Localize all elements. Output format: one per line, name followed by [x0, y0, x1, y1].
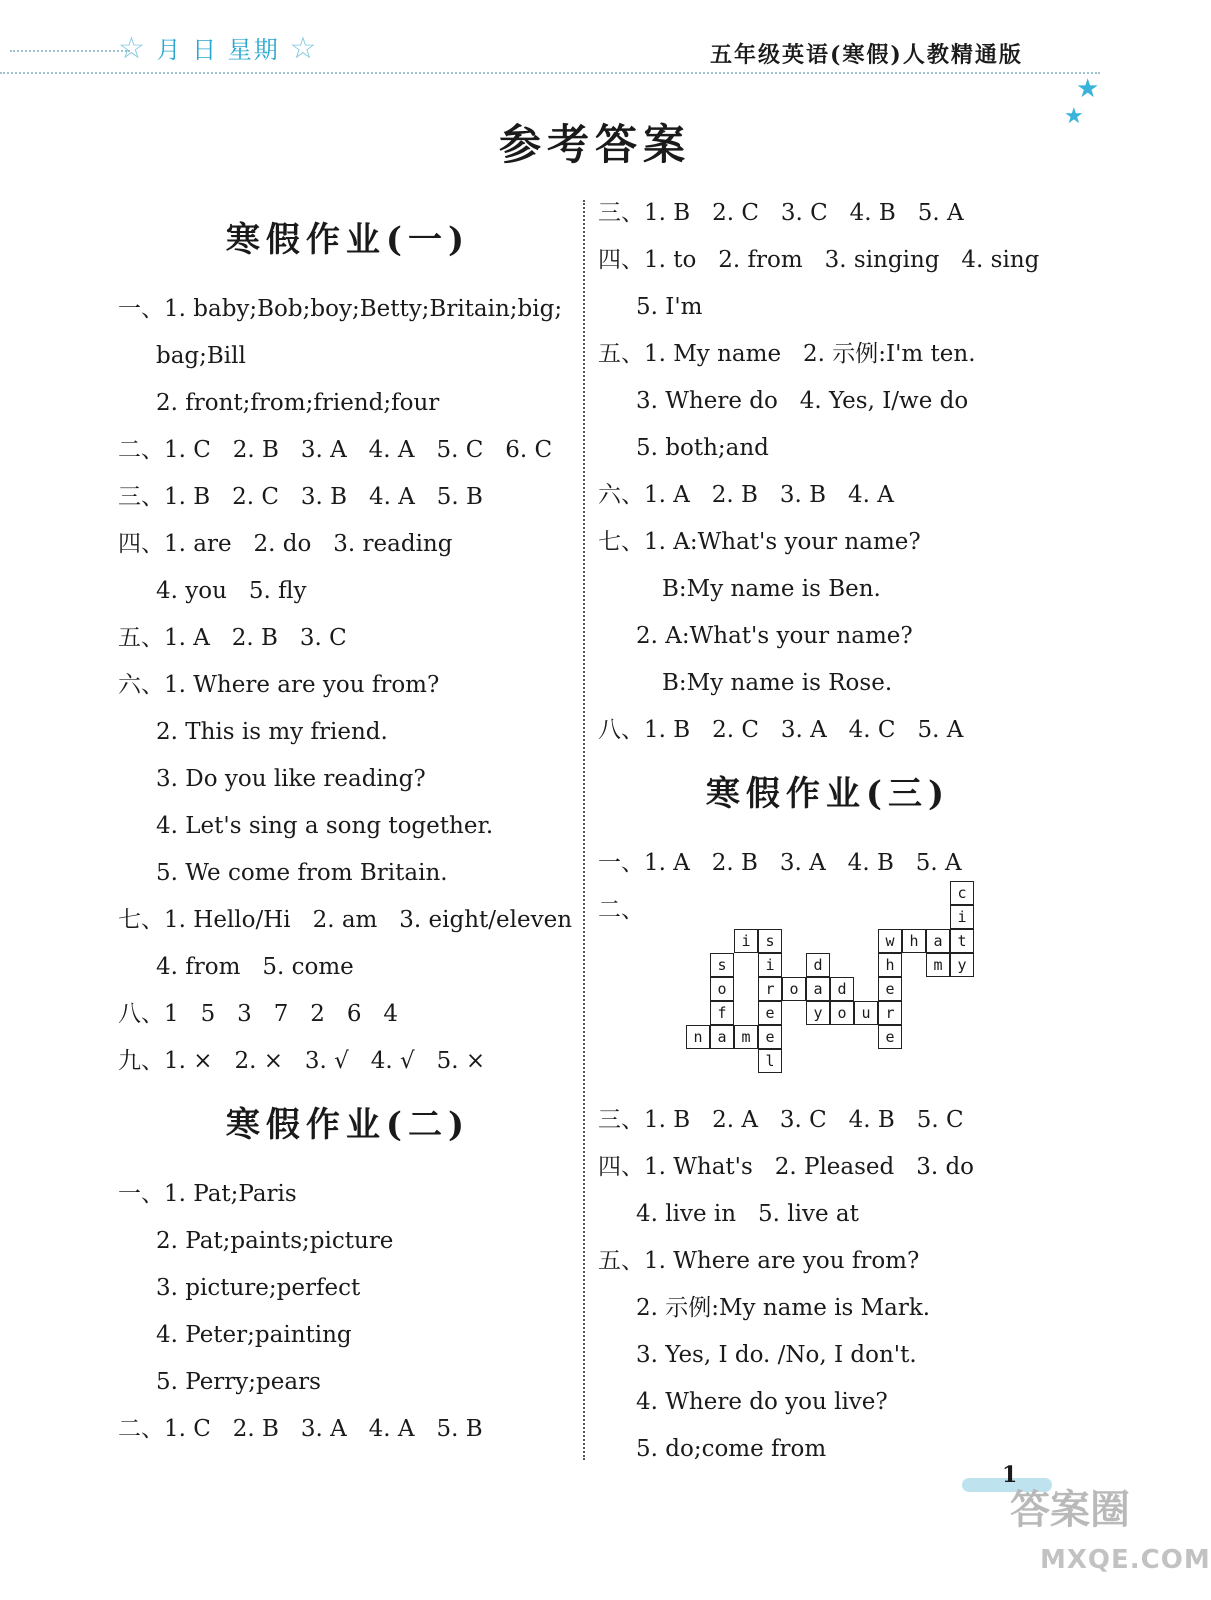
answer-line: B:My name is Rose. — [662, 670, 893, 696]
crossword-cell: o — [710, 977, 734, 1001]
crossword-cell: d — [830, 977, 854, 1001]
answer-line: 八、1. B 2. C 3. A 4. C 5. A — [598, 717, 964, 743]
crossword-cell: t — [950, 929, 974, 953]
answer-line: 四、1. What's 2. Pleased 3. do — [598, 1154, 975, 1180]
answer-line: 5. I'm — [636, 294, 703, 320]
answer-line: 七、1. A:What's your name? — [598, 529, 921, 555]
crossword-cell: u — [854, 1001, 878, 1025]
header-dotted-line-top — [10, 50, 130, 52]
answer-line: 一、1. A 2. B 3. A 4. B 5. A — [598, 850, 962, 876]
answer-line: 三、1. B 2. A 3. C 4. B 5. C — [598, 1107, 964, 1133]
answer-line: 四、1. are 2. do 3. reading — [118, 531, 453, 557]
star-icon: ★ — [1064, 104, 1084, 129]
answer-line: B:My name is Ben. — [662, 576, 881, 602]
answer-line: 三、1. B 2. C 3. B 4. A 5. B — [118, 484, 483, 510]
answer-line: 2. This is my friend. — [156, 719, 388, 745]
crossword-cell: i — [734, 929, 758, 953]
crossword-cell: h — [878, 953, 902, 977]
answer-line: 4. Where do you live? — [636, 1389, 888, 1415]
crossword-cell: d — [806, 953, 830, 977]
answer-line: 4. you 5. fly — [156, 578, 307, 604]
answer-line: 4. Peter;painting — [156, 1322, 352, 1348]
star-icon: ☆ — [289, 31, 319, 66]
crossword-cell: h — [902, 929, 926, 953]
crossword-cell: i — [950, 905, 974, 929]
answer-line: 2. Pat;paints;picture — [156, 1228, 394, 1254]
crossword-cell: o — [782, 977, 806, 1001]
left-column — [118, 200, 578, 1453]
crossword-cell: o — [830, 1001, 854, 1025]
answer-line: 3. Yes, I do. /No, I don't. — [636, 1342, 917, 1368]
watermark-url: MXQE.COM — [1040, 1545, 1211, 1575]
crossword-cell: y — [950, 953, 974, 977]
crossword-cell: e — [878, 977, 902, 1001]
answer-line: 六、1. A 2. B 3. B 4. A — [598, 482, 894, 508]
answer-line: 五、1. A 2. B 3. C — [118, 625, 347, 651]
crossword-cell: r — [758, 977, 782, 1001]
answer-line: 3. Do you like reading? — [156, 766, 426, 792]
star-icon: ☆ — [118, 31, 147, 66]
answer-line: 5. We come from Britain. — [156, 860, 448, 886]
crossword-answer — [598, 884, 1058, 1097]
book-title: 五年级英语(寒假)人教精通版 — [710, 42, 1023, 68]
answer-line: 八、1 5 3 7 2 6 4 — [118, 1001, 399, 1027]
crossword-cell: a — [806, 977, 830, 1001]
crossword-cell: y — [806, 1001, 830, 1025]
crossword-cell: c — [950, 881, 974, 905]
answer-line: 五、1. Where are you from? — [598, 1248, 920, 1274]
column-divider — [583, 200, 585, 1460]
crossword-cell: r — [878, 1001, 902, 1025]
right-column — [598, 190, 1058, 1473]
crossword-cell: i — [758, 953, 782, 977]
crossword-cell: n — [686, 1025, 710, 1049]
crossword-cell: s — [758, 929, 782, 953]
answer-line: 3. Where do 4. Yes, I/we do — [636, 388, 969, 414]
answer-line: 4. Let's sing a song together. — [156, 813, 494, 839]
section-title: 寒假作业(三) — [705, 774, 951, 814]
answer-line: 5. Perry;pears — [156, 1369, 321, 1395]
crossword-cell: a — [710, 1025, 734, 1049]
crossword-cell: w — [878, 929, 902, 953]
answer-line: 一、1. baby;Bob;boy;Betty;Britain;big; — [118, 296, 563, 322]
page-number: 1 — [1002, 1462, 1018, 1488]
answer-line: 2. 示例:My name is Mark. — [636, 1295, 931, 1321]
crossword-cell: m — [734, 1025, 758, 1049]
answer-line: 4. from 5. come — [156, 954, 354, 980]
page-title: 参考答案 — [498, 120, 691, 169]
star-icon: ★ — [1076, 74, 1100, 104]
answer-line: 5. do;come from — [636, 1436, 827, 1462]
crossword-cell: m — [926, 953, 950, 977]
answer-line: 2. A:What's your name? — [636, 623, 913, 649]
date-label — [118, 30, 318, 66]
crossword-cell: e — [758, 1001, 782, 1025]
answer-line: 五、1. My name 2. 示例:I'm ten. — [598, 341, 976, 367]
header-dotted-line — [0, 72, 1100, 74]
page-header — [0, 0, 1190, 129]
section-title: 寒假作业(二) — [225, 1105, 471, 1145]
answer-line: 二、1. C 2. B 3. A 4. A 5. B — [118, 1416, 483, 1442]
answer-line: 5. both;and — [636, 435, 769, 461]
crossword-cell: f — [710, 1001, 734, 1025]
answer-line: 三、1. B 2. C 3. C 4. B 5. A — [598, 200, 964, 226]
date-label-text: 月 日 星期 — [156, 36, 280, 64]
answer-line: 七、1. Hello/Hi 2. am 3. eight/eleven — [118, 907, 573, 933]
question-number: 二、 — [598, 897, 644, 923]
answer-line: 二、1. C 2. B 3. A 4. A 5. C 6. C — [118, 437, 553, 463]
answer-line: 4. live in 5. live at — [636, 1201, 859, 1227]
answer-line: bag;Bill — [156, 343, 246, 369]
crossword-cell: l — [758, 1049, 782, 1073]
crossword-cell: e — [878, 1025, 902, 1049]
section-title: 寒假作业(一) — [225, 220, 471, 260]
answer-line: 一、1. Pat;Paris — [118, 1181, 297, 1207]
crossword-cell: e — [758, 1025, 782, 1049]
answer-line: 六、1. Where are you from? — [118, 672, 440, 698]
answer-line: 3. picture;perfect — [156, 1275, 361, 1301]
answer-line: 四、1. to 2. from 3. singing 4. sing — [598, 247, 1040, 273]
answer-line: 九、1. × 2. × 3. √ 4. √ 5. × — [118, 1048, 486, 1074]
crossword-cell: s — [710, 953, 734, 977]
answer-line: 2. front;from;friend;four — [156, 390, 440, 416]
crossword-cell: a — [926, 929, 950, 953]
watermark-logo: 答案圈 — [1010, 1487, 1130, 1533]
